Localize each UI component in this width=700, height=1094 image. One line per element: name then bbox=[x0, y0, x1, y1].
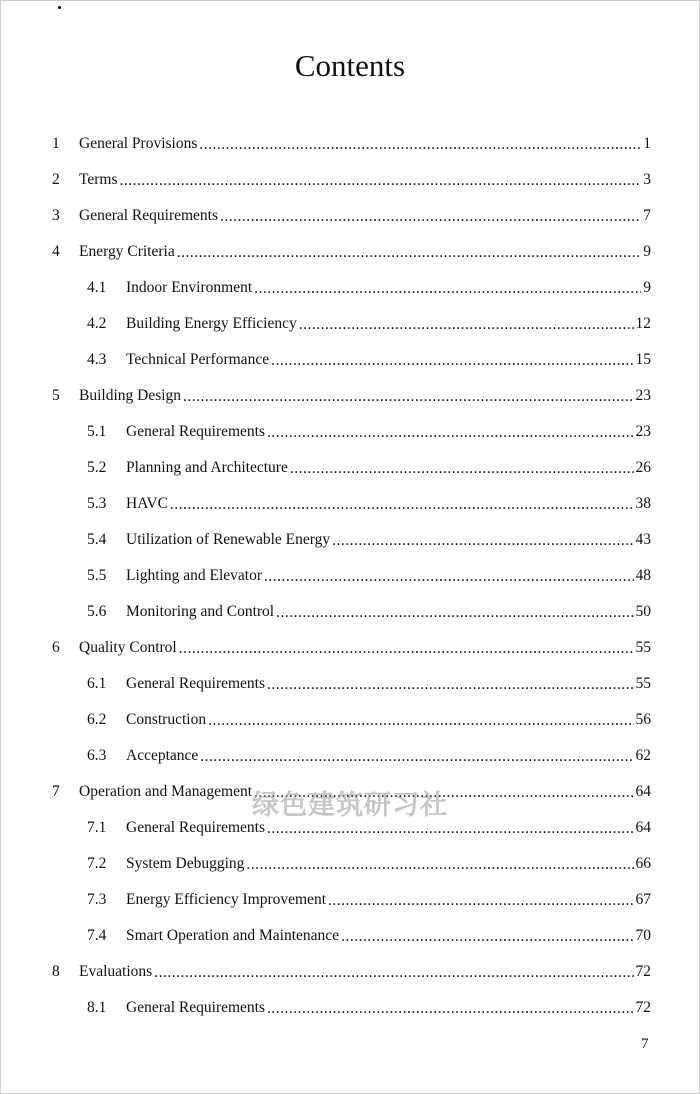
toc-entry-page: 64 bbox=[635, 819, 651, 836]
toc-entry-page: 48 bbox=[635, 567, 651, 584]
toc-entry-page: 67 bbox=[635, 891, 651, 908]
toc-entry-label: Planning and Architecture bbox=[126, 459, 288, 476]
dot-leader bbox=[299, 316, 634, 333]
toc-entry-number: 5.1 bbox=[87, 423, 107, 440]
dot-leader bbox=[290, 460, 634, 477]
toc-entry-label: General Provisions bbox=[79, 135, 198, 152]
toc-entry-number: 6 bbox=[52, 639, 60, 656]
toc-entry-page: 7 bbox=[643, 207, 651, 224]
toc-entry-page: 38 bbox=[635, 495, 651, 512]
toc-entry-label: Terms bbox=[79, 171, 118, 188]
dot-leader bbox=[220, 208, 641, 225]
toc-entry-page: 64 bbox=[635, 783, 651, 800]
toc-entry-number: 5.2 bbox=[87, 459, 107, 476]
toc-entry-number: 5.4 bbox=[87, 531, 107, 548]
toc-entry-label: HAVC bbox=[126, 495, 168, 512]
toc-entry-label: Technical Performance bbox=[126, 351, 270, 368]
toc-entry[interactable] bbox=[87, 270, 651, 306]
toc-entry[interactable] bbox=[52, 630, 651, 666]
toc-entry-label: Quality Control bbox=[79, 639, 177, 656]
toc-entry-label: Acceptance bbox=[126, 747, 199, 764]
toc-entry-number: 4 bbox=[52, 243, 60, 260]
toc-entry[interactable] bbox=[52, 126, 651, 162]
toc-entry-number: 6.2 bbox=[87, 711, 107, 728]
toc-entry[interactable] bbox=[52, 954, 651, 990]
dot-leader bbox=[120, 172, 642, 189]
toc-entry[interactable] bbox=[52, 198, 651, 234]
dot-leader bbox=[170, 496, 634, 513]
dot-leader bbox=[179, 640, 634, 657]
corner-mark bbox=[58, 6, 61, 9]
toc-entry-label: Monitoring and Control bbox=[126, 603, 275, 620]
toc-entry-label: Building Energy Efficiency bbox=[126, 315, 297, 332]
toc-entry[interactable] bbox=[52, 234, 651, 270]
dot-leader bbox=[254, 280, 641, 297]
dot-leader bbox=[276, 604, 633, 621]
toc-entry-label: Indoor Environment bbox=[126, 279, 253, 296]
toc-entry[interactable] bbox=[87, 558, 651, 594]
toc-entry-page: 55 bbox=[635, 675, 651, 692]
toc-entry-number: 2 bbox=[52, 171, 60, 188]
toc-entry-label: Lighting and Elevator bbox=[126, 567, 263, 584]
page-number: 7 bbox=[641, 1036, 649, 1052]
toc-entry-number: 7.3 bbox=[87, 891, 107, 908]
toc-entry-page: 9 bbox=[643, 243, 651, 260]
dot-leader bbox=[271, 352, 633, 369]
dot-leader bbox=[328, 892, 634, 909]
toc-entry-number: 3 bbox=[52, 207, 60, 224]
toc-entry-number: 5 bbox=[52, 387, 60, 404]
toc-entry[interactable] bbox=[87, 486, 651, 522]
dot-leader bbox=[199, 136, 641, 153]
toc-entry[interactable] bbox=[87, 594, 651, 630]
toc-entry-page: 56 bbox=[635, 711, 651, 728]
toc-entry-number: 5.5 bbox=[87, 567, 107, 584]
dot-leader bbox=[246, 856, 633, 873]
toc-entry-page: 70 bbox=[635, 927, 651, 944]
toc-entry[interactable] bbox=[87, 882, 651, 918]
dot-leader bbox=[183, 388, 633, 405]
toc-entry[interactable] bbox=[87, 414, 651, 450]
toc-entry-page: 43 bbox=[635, 531, 651, 548]
toc-entry-label: Construction bbox=[126, 711, 207, 728]
toc-entry-number: 6.3 bbox=[87, 747, 107, 764]
toc-entry[interactable] bbox=[87, 450, 651, 486]
toc-entry-page: 66 bbox=[635, 855, 651, 872]
toc-entry-number: 8 bbox=[52, 963, 60, 980]
toc-entry[interactable] bbox=[52, 378, 651, 414]
toc-entry-page: 23 bbox=[635, 387, 651, 404]
page-title: Contents bbox=[294, 48, 406, 83]
toc-entry-number: 5.6 bbox=[87, 603, 107, 620]
toc-entry[interactable] bbox=[87, 918, 651, 954]
toc-entry-page: 26 bbox=[635, 459, 651, 476]
dot-leader bbox=[177, 244, 642, 261]
toc-entry[interactable] bbox=[87, 990, 651, 1026]
dot-leader bbox=[267, 820, 633, 837]
toc-entry-label: Energy Criteria bbox=[79, 243, 175, 260]
toc-entry-number: 7.4 bbox=[87, 927, 107, 944]
toc-entry-label: General Requirements bbox=[126, 999, 266, 1016]
toc-entry-page: 3 bbox=[643, 171, 651, 188]
toc-entry-number: 4.1 bbox=[87, 279, 107, 296]
toc-entry[interactable] bbox=[87, 738, 651, 774]
dot-leader bbox=[341, 928, 633, 945]
toc-entry-label: Operation and Management bbox=[79, 783, 253, 800]
toc-entry-number: 7.2 bbox=[87, 855, 107, 872]
toc-entry-page: 72 bbox=[635, 999, 651, 1016]
toc-entry[interactable] bbox=[87, 342, 651, 378]
toc-entry-page: 15 bbox=[635, 351, 651, 368]
toc-entry-page: 9 bbox=[643, 279, 651, 296]
toc-entry-number: 7 bbox=[52, 783, 60, 800]
toc-entry-page: 72 bbox=[635, 963, 651, 980]
toc-entry-page: 55 bbox=[635, 639, 651, 656]
toc-entry[interactable] bbox=[87, 306, 651, 342]
toc-entry[interactable] bbox=[87, 522, 651, 558]
dot-leader bbox=[154, 964, 633, 981]
toc-entry[interactable] bbox=[87, 666, 651, 702]
toc-entry-number: 7.1 bbox=[87, 819, 107, 836]
dot-leader bbox=[264, 568, 633, 585]
toc-entry[interactable] bbox=[52, 162, 651, 198]
dot-leader bbox=[267, 676, 633, 693]
dot-leader bbox=[200, 748, 633, 765]
toc-entry-number: 4.2 bbox=[87, 315, 107, 332]
toc-entry-label: General Requirements bbox=[126, 819, 266, 836]
toc-entry-label: Utilization of Renewable Energy bbox=[126, 531, 331, 548]
toc-entry-label: General Requirements bbox=[126, 675, 266, 692]
toc-entry[interactable] bbox=[87, 702, 651, 738]
toc-entry-number: 6.1 bbox=[87, 675, 107, 692]
watermark: 绿色建筑研习社 bbox=[252, 790, 448, 821]
toc-entry-page: 12 bbox=[635, 315, 651, 332]
toc-entry-page: 62 bbox=[635, 747, 651, 764]
dot-leader bbox=[332, 532, 633, 549]
toc-entry-page: 50 bbox=[635, 603, 651, 620]
toc-entry-number: 4.3 bbox=[87, 351, 107, 368]
dot-leader bbox=[267, 1000, 633, 1017]
toc-entry-page: 1 bbox=[643, 135, 651, 152]
toc-entry-number: 8.1 bbox=[87, 999, 107, 1016]
toc-entry-label: General Requirements bbox=[126, 423, 266, 440]
toc-entry-number: 1 bbox=[52, 135, 60, 152]
dot-leader bbox=[267, 424, 633, 441]
toc-entry-label: General Requirements bbox=[79, 207, 219, 224]
toc-entry-label: System Debugging bbox=[126, 855, 245, 872]
toc-entry-page: 23 bbox=[635, 423, 651, 440]
toc-entry[interactable] bbox=[87, 846, 651, 882]
toc-entry-label: Building Design bbox=[79, 387, 182, 404]
toc-entry-number: 5.3 bbox=[87, 495, 107, 512]
dot-leader bbox=[208, 712, 633, 729]
toc-entry-label: Evaluations bbox=[79, 963, 153, 980]
toc-entry-label: Smart Operation and Maintenance bbox=[126, 927, 340, 944]
toc-entry-label: Energy Efficiency Improvement bbox=[126, 891, 326, 908]
